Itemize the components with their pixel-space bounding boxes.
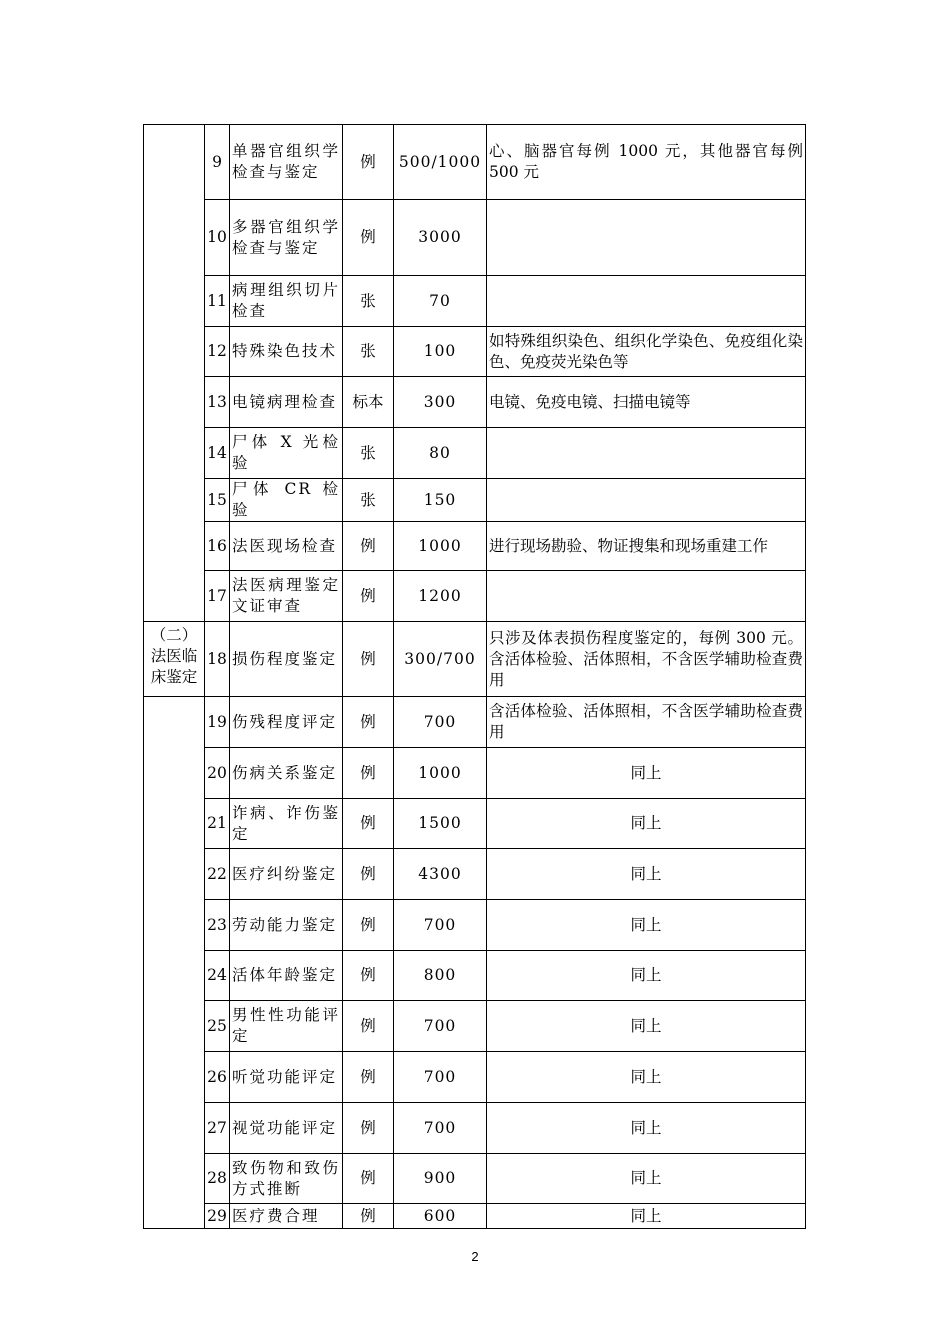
category-label-line: 床鉴定 [150, 668, 198, 686]
item-number: 29 [205, 1204, 230, 1229]
item-note: 同上 [487, 1001, 806, 1052]
table-row [144, 1052, 806, 1103]
item-unit: 张 [343, 276, 394, 327]
item-number: 19 [205, 697, 230, 748]
category-cell-1 [144, 125, 205, 622]
item-name: 病理组织切片检查 [230, 276, 343, 327]
table-row [144, 799, 806, 849]
item-unit: 例 [343, 622, 394, 697]
item-price: 1000 [394, 748, 487, 799]
item-name: 致伤物和致伤方式推断 [230, 1154, 343, 1204]
item-price: 700 [394, 1001, 487, 1052]
item-name: 诈病、诈伤鉴定 [230, 799, 343, 849]
item-note: 如特殊组织染色、组织化学染色、免疫组化染色、免疫荧光染色等 [487, 327, 806, 377]
item-unit: 例 [343, 1103, 394, 1154]
item-unit: 例 [343, 1204, 394, 1229]
item-number: 15 [205, 479, 230, 522]
item-price: 800 [394, 951, 487, 1001]
item-unit: 张 [343, 479, 394, 522]
item-price: 4300 [394, 849, 487, 900]
table-row [144, 900, 806, 951]
table-row [144, 571, 806, 622]
item-number: 27 [205, 1103, 230, 1154]
item-note: 同上 [487, 1204, 806, 1229]
item-unit: 例 [343, 1154, 394, 1204]
item-note [487, 276, 806, 327]
item-number: 17 [205, 571, 230, 622]
item-note: 同上 [487, 849, 806, 900]
item-note: 同上 [487, 748, 806, 799]
item-number: 10 [205, 200, 230, 276]
item-price: 600 [394, 1204, 487, 1229]
table-row [144, 697, 806, 748]
item-number: 18 [205, 622, 230, 697]
item-note [487, 479, 806, 522]
item-name: 法医现场检查 [230, 522, 343, 571]
table-row [144, 377, 806, 428]
item-price: 80 [394, 428, 487, 479]
item-note: 同上 [487, 1103, 806, 1154]
item-unit: 张 [343, 327, 394, 377]
table-row [144, 327, 806, 377]
item-note: 同上 [487, 900, 806, 951]
item-price: 300/700 [394, 622, 487, 697]
item-number: 20 [205, 748, 230, 799]
item-price: 700 [394, 1052, 487, 1103]
item-note: 同上 [487, 799, 806, 849]
item-note [487, 200, 806, 276]
item-note: 同上 [487, 1154, 806, 1204]
item-unit: 例 [343, 799, 394, 849]
item-name: 损伤程度鉴定 [230, 622, 343, 697]
item-number: 12 [205, 327, 230, 377]
item-name: 法医病理鉴定文证审查 [230, 571, 343, 622]
item-number: 11 [205, 276, 230, 327]
item-name: 单器官组织学检查与鉴定 [230, 125, 343, 200]
table-row [144, 1154, 806, 1204]
item-note [487, 571, 806, 622]
item-number: 23 [205, 900, 230, 951]
item-price: 70 [394, 276, 487, 327]
item-name: 男性性功能评定 [230, 1001, 343, 1052]
item-name: 伤残程度评定 [230, 697, 343, 748]
item-note: 含活体检验、活体照相，不含医学辅助检查费用 [487, 697, 806, 748]
table-row [144, 1204, 806, 1229]
item-unit: 例 [343, 200, 394, 276]
category-label-line: （二） [150, 626, 198, 644]
item-name: 劳动能力鉴定 [230, 900, 343, 951]
table-row [144, 748, 806, 799]
item-unit: 张 [343, 428, 394, 479]
item-unit: 例 [343, 951, 394, 1001]
category-label-line: 法医临 [150, 647, 198, 665]
item-price: 100 [394, 327, 487, 377]
item-number: 24 [205, 951, 230, 1001]
item-unit: 例 [343, 522, 394, 571]
category-cell-2-continued [144, 697, 205, 1229]
item-price: 3000 [394, 200, 487, 276]
item-unit: 例 [343, 571, 394, 622]
item-note: 进行现场勘验、物证搜集和现场重建工作 [487, 522, 806, 571]
item-name: 医疗纠纷鉴定 [230, 849, 343, 900]
item-number: 14 [205, 428, 230, 479]
item-unit: 例 [343, 697, 394, 748]
table-row [144, 428, 806, 479]
item-name: 电镜病理检查 [230, 377, 343, 428]
item-price: 700 [394, 1103, 487, 1154]
item-unit: 例 [343, 125, 394, 200]
category-cell-2 [144, 622, 205, 697]
item-price: 1000 [394, 522, 487, 571]
item-price: 300 [394, 377, 487, 428]
table-row [144, 276, 806, 327]
item-number: 26 [205, 1052, 230, 1103]
item-price: 1200 [394, 571, 487, 622]
table-row [144, 622, 806, 697]
item-price: 150 [394, 479, 487, 522]
item-unit: 标本 [343, 377, 394, 428]
item-name: 尸体 CR 检验 [230, 479, 343, 522]
item-number: 22 [205, 849, 230, 900]
table-row [144, 200, 806, 276]
table-row [144, 479, 806, 522]
item-name: 视觉功能评定 [230, 1103, 343, 1154]
item-number: 16 [205, 522, 230, 571]
table-row [144, 1103, 806, 1154]
item-name: 尸体 X 光检验 [230, 428, 343, 479]
item-unit: 例 [343, 748, 394, 799]
item-note [487, 428, 806, 479]
item-number: 25 [205, 1001, 230, 1052]
item-price: 700 [394, 697, 487, 748]
item-note: 电镜、免疫电镜、扫描电镜等 [487, 377, 806, 428]
item-note: 同上 [487, 1052, 806, 1103]
item-price: 700 [394, 900, 487, 951]
item-unit: 例 [343, 1052, 394, 1103]
item-price: 1500 [394, 799, 487, 849]
item-unit: 例 [343, 1001, 394, 1052]
fee-table-body [144, 125, 806, 1229]
item-unit: 例 [343, 849, 394, 900]
item-note: 只涉及体表损伤程度鉴定的，每例 300 元。含活体检验、活体照相，不含医学辅助检查费用 [487, 622, 806, 697]
item-number: 9 [205, 125, 230, 200]
item-note: 同上 [487, 951, 806, 1001]
fee-table [143, 124, 806, 1229]
table-row [144, 522, 806, 571]
item-price: 500/1000 [394, 125, 487, 200]
item-unit: 例 [343, 900, 394, 951]
item-price: 900 [394, 1154, 487, 1204]
item-number: 28 [205, 1154, 230, 1204]
table-row [144, 125, 806, 200]
item-name: 多器官组织学检查与鉴定 [230, 200, 343, 276]
item-name: 医疗费合理 [230, 1204, 343, 1229]
item-note: 心、脑器官每例 1000 元，其他器官每例 500 元 [487, 125, 806, 200]
item-name: 听觉功能评定 [230, 1052, 343, 1103]
item-name: 特殊染色技术 [230, 327, 343, 377]
item-number: 13 [205, 377, 230, 428]
item-name: 活体年龄鉴定 [230, 951, 343, 1001]
page-number: 2 [471, 1249, 479, 1264]
table-row [144, 849, 806, 900]
table-row [144, 1001, 806, 1052]
item-name: 伤病关系鉴定 [230, 748, 343, 799]
item-number: 21 [205, 799, 230, 849]
table-row [144, 951, 806, 1001]
